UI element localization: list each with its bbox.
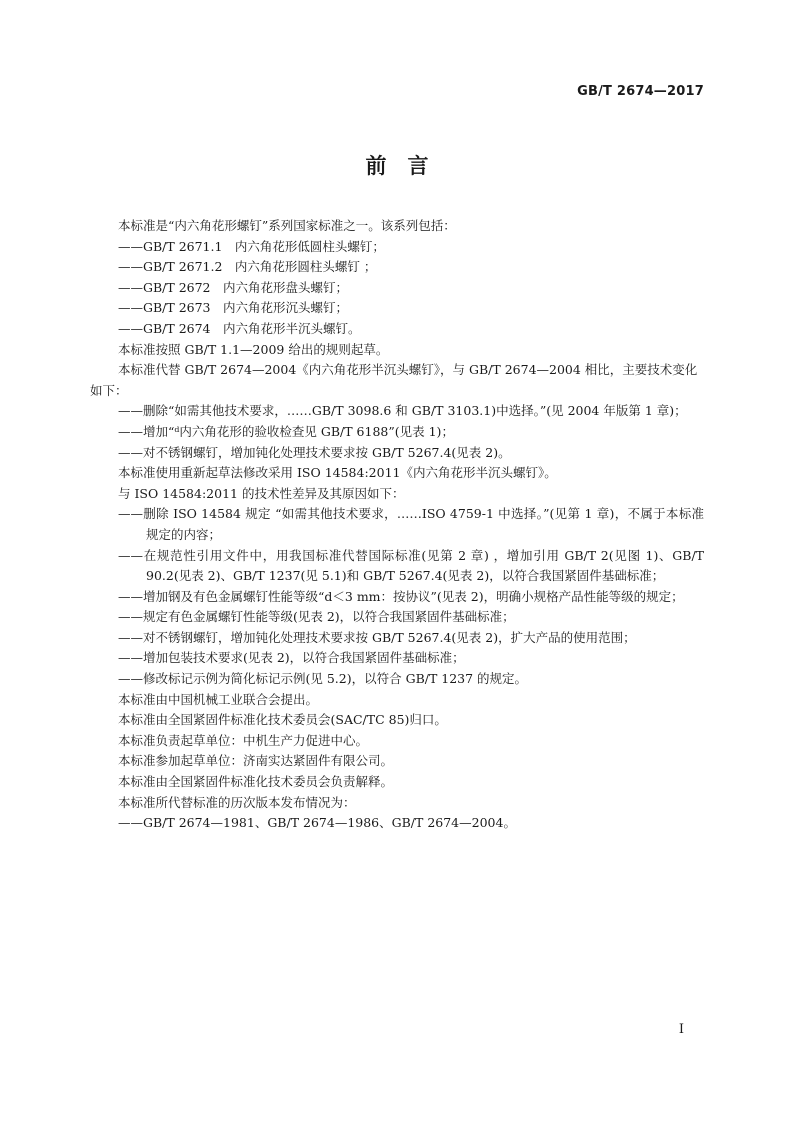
list-item: ——GB/T 2673 内六角花形沉头螺钉；: [118, 300, 349, 316]
list-item: ——增加包装技术要求(见表 2)，以符合我国紧固件基础标准；: [118, 650, 465, 666]
list-item: ——GB/T 2671.2 内六角花形圆柱头螺钉 ；: [118, 259, 377, 275]
paragraph: 本标准由全国紧固件标准化技术委员会(SAC/TC 85)归口。: [118, 712, 447, 728]
list-item: ——GB/T 2671.1 内六角花形低圆柱头螺钉；: [118, 238, 385, 254]
list-item: ——修改标记示例为简化标记示例(见 5.2)，以符合 GB/T 1237 的规定。: [118, 671, 528, 687]
list-item: ——GB/T 2674—1981、GB/T 2674—1986、GB/T 2674—2004。: [118, 815, 516, 831]
list-item: ——规定有色金属螺钉性能等级(见表 2)，以符合我国紧固件基础标准；: [118, 609, 515, 625]
list-item: ——删除 ISO 14584 规定 “如需其他技术要求，……ISO 4759-1 中选择。”(见第 1 章)，不属于本标准规定的内容；: [118, 506, 704, 542]
paragraph: 本标准由全国紧固件标准化技术委员会负责解释。: [118, 774, 394, 790]
list-item: ——删除“如需其他技术要求，……GB/T 3098.6 和 GB/T 3103.1)中选择。”(见 2004 年版第 1 章)；: [118, 403, 687, 419]
list-item: ——GB/T 2672 内六角花形盘头螺钉；: [118, 279, 349, 295]
paragraph: 本标准使用重新起草法修改采用 ISO 14584:2011《内六角花形半沉头螺钉》。: [118, 465, 557, 481]
page-title: 前 言: [365, 154, 429, 178]
list-item: ——GB/T 2674 内六角花形半沉头螺钉。: [118, 320, 361, 336]
list-item: ——对不锈钢螺钉，增加钝化处理技术要求按 GB/T 5267.4(见表 2)。: [118, 444, 511, 460]
paragraph: 本标准代替 GB/T 2674—2004《内六角花形半沉头螺钉》，与 GB/T 2674—2004 相比，主要技术变化如下：: [90, 362, 698, 398]
page-number: I: [678, 1022, 684, 1037]
list-item: ——在规范性引用文件中，用我国标准代替国际标准(见第 2 章) ，增加引用 GB/T 2(见图 1)、GB/T 90.2(见表 2)、GB/T 1237(见 5.1)和 GB/T 5267.4(见表 2)，以符合我国紧固件基础标准；: [118, 547, 704, 584]
list-item: ——增加钢及有色金属螺钉性能等级“d＜3 mm：按协议”(见表 2)，明确小规格产品性能等级的规定；: [118, 588, 684, 604]
paragraph: 本标准参加起草单位：济南实达紧固件有限公司。: [118, 753, 394, 769]
standard-number: GB/T 2674—2017: [577, 84, 704, 99]
paragraph: 本标准负责起草单位：中机生产力促进中心。: [118, 732, 369, 748]
paragraph: 本标准所代替标准的历次版本发布情况为：: [118, 794, 356, 810]
paragraph: 本标准是“内六角花形螺钉”系列国家标准之一。该系列包括：: [118, 218, 456, 233]
list-item: ——对不锈钢螺钉，增加钝化处理技术要求按 GB/T 5267.4(见表 2)，扩大产品的使用范围；: [118, 629, 636, 645]
paragraph: 与 ISO 14584:2011 的技术性差异及其原因如下：: [118, 485, 405, 501]
foreword-body: [90, 216, 704, 834]
paragraph: 本标准按照 GB/T 1.1—2009 给出的规则起草。: [118, 341, 389, 357]
paragraph: 本标准由中国机械工业联合会提出。: [118, 691, 319, 707]
list-item: ——增加“ᵈ内六角花形的验收检查见 GB/T 6188”(见表 1)；: [118, 423, 454, 439]
